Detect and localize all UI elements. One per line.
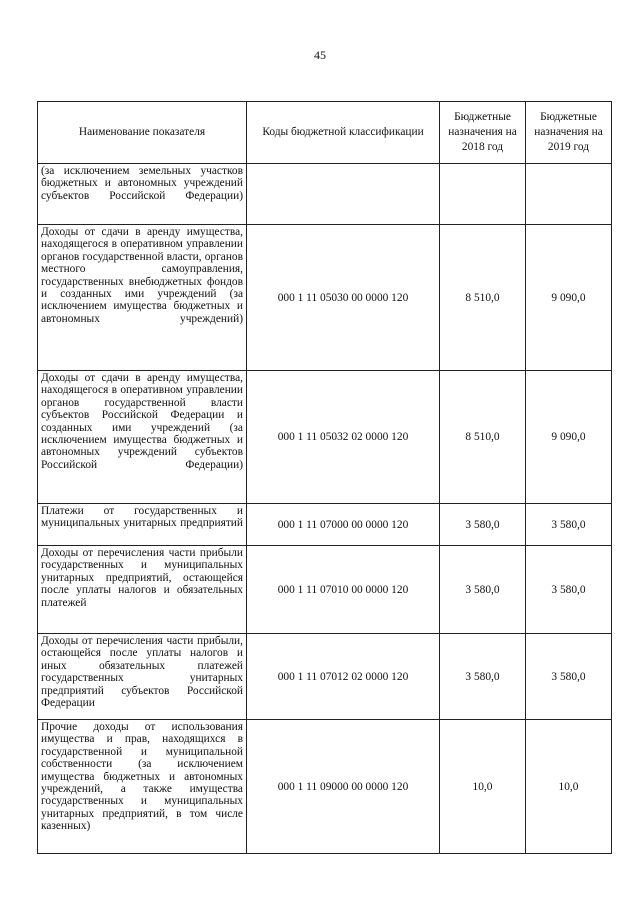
- indicator-name: Платежи от государственных и муниципальных унитарных предприятий: [38, 504, 247, 546]
- budget-2018-value: 3 580,0: [440, 546, 526, 634]
- header-budget-2018: Бюджетные назначения на 2018 год: [440, 102, 526, 164]
- classification-code: 000 1 11 09000 00 0000 120: [247, 720, 440, 854]
- indicator-name: Доходы от перечисления части прибыли государственных и муниципальных унитарных предприятий, остающейся после уплаты налогов и обязательных платежей: [38, 546, 247, 634]
- table-row: [38, 225, 612, 371]
- classification-code: 000 1 11 05030 00 0000 120: [247, 225, 440, 371]
- indicator-name: Прочие доходы от использования имущества и прав, находящихся в государственной и муниципальной собственности (за исключением имущества бюджетных и автономных учреждений, а также имущества государственных и муниципальных унитарных предприятий, в том числе казенных): [38, 720, 247, 854]
- table-row: [38, 371, 612, 504]
- table-row: [38, 634, 612, 720]
- table-header-row: [38, 102, 612, 164]
- table-row: [38, 164, 612, 225]
- header-indicator-name: Наименование показателя: [38, 102, 247, 164]
- budget-2019-value: 3 580,0: [526, 634, 612, 720]
- table-row: [38, 720, 612, 854]
- budget-2018-value: 3 580,0: [440, 504, 526, 546]
- budget-2019-value: [526, 164, 612, 225]
- classification-code: [247, 164, 440, 225]
- indicator-name: Доходы от сдачи в аренду имущества, находящегося в оперативном управлении органов государственной власти субъектов Российской Федерации и созданных ими учреждений (за исключением имущества бюджетных и автономных учреждений субъектов Российской Федерации): [38, 371, 247, 504]
- classification-code: 000 1 11 07000 00 0000 120: [247, 504, 440, 546]
- header-classification-codes: Коды бюджетной классификации: [247, 102, 440, 164]
- budget-2019-value: 9 090,0: [526, 371, 612, 504]
- indicator-name: Доходы от перечисления части прибыли, остающейся после уплаты налогов и иных обязательных платежей государственных унитарных предприятий субъектов Российской Федерации: [38, 634, 247, 720]
- budget-2019-value: 3 580,0: [526, 546, 612, 634]
- page-number: 45: [314, 48, 326, 62]
- budget-2018-value: [440, 164, 526, 225]
- budget-2018-value: 10,0: [440, 720, 526, 854]
- table-row: [38, 504, 612, 546]
- budget-2018-value: 8 510,0: [440, 371, 526, 504]
- indicator-name: Доходы от сдачи в аренду имущества, находящегося в оперативном управлении органов государственной власти, органов местного самоуправления, государственных внебюджетных фондов и созданных ими учреждений (за исключением имущества бюджетных и автономных учреждений): [38, 225, 247, 371]
- budget-2018-value: 8 510,0: [440, 225, 526, 371]
- budget-2019-value: 3 580,0: [526, 504, 612, 546]
- classification-code: 000 1 11 05032 02 0000 120: [247, 371, 440, 504]
- budget-2019-value: 9 090,0: [526, 225, 612, 371]
- budget-table: [37, 101, 612, 854]
- indicator-name: (за исключением земельных участков бюджетных и автономных учреждений субъектов Российской Федерации): [38, 164, 247, 225]
- budget-2019-value: 10,0: [526, 720, 612, 854]
- budget-2018-value: 3 580,0: [440, 634, 526, 720]
- table-row: [38, 546, 612, 634]
- classification-code: 000 1 11 07010 00 0000 120: [247, 546, 440, 634]
- classification-code: 000 1 11 07012 02 0000 120: [247, 634, 440, 720]
- header-budget-2019: Бюджетные назначения на 2019 год: [526, 102, 612, 164]
